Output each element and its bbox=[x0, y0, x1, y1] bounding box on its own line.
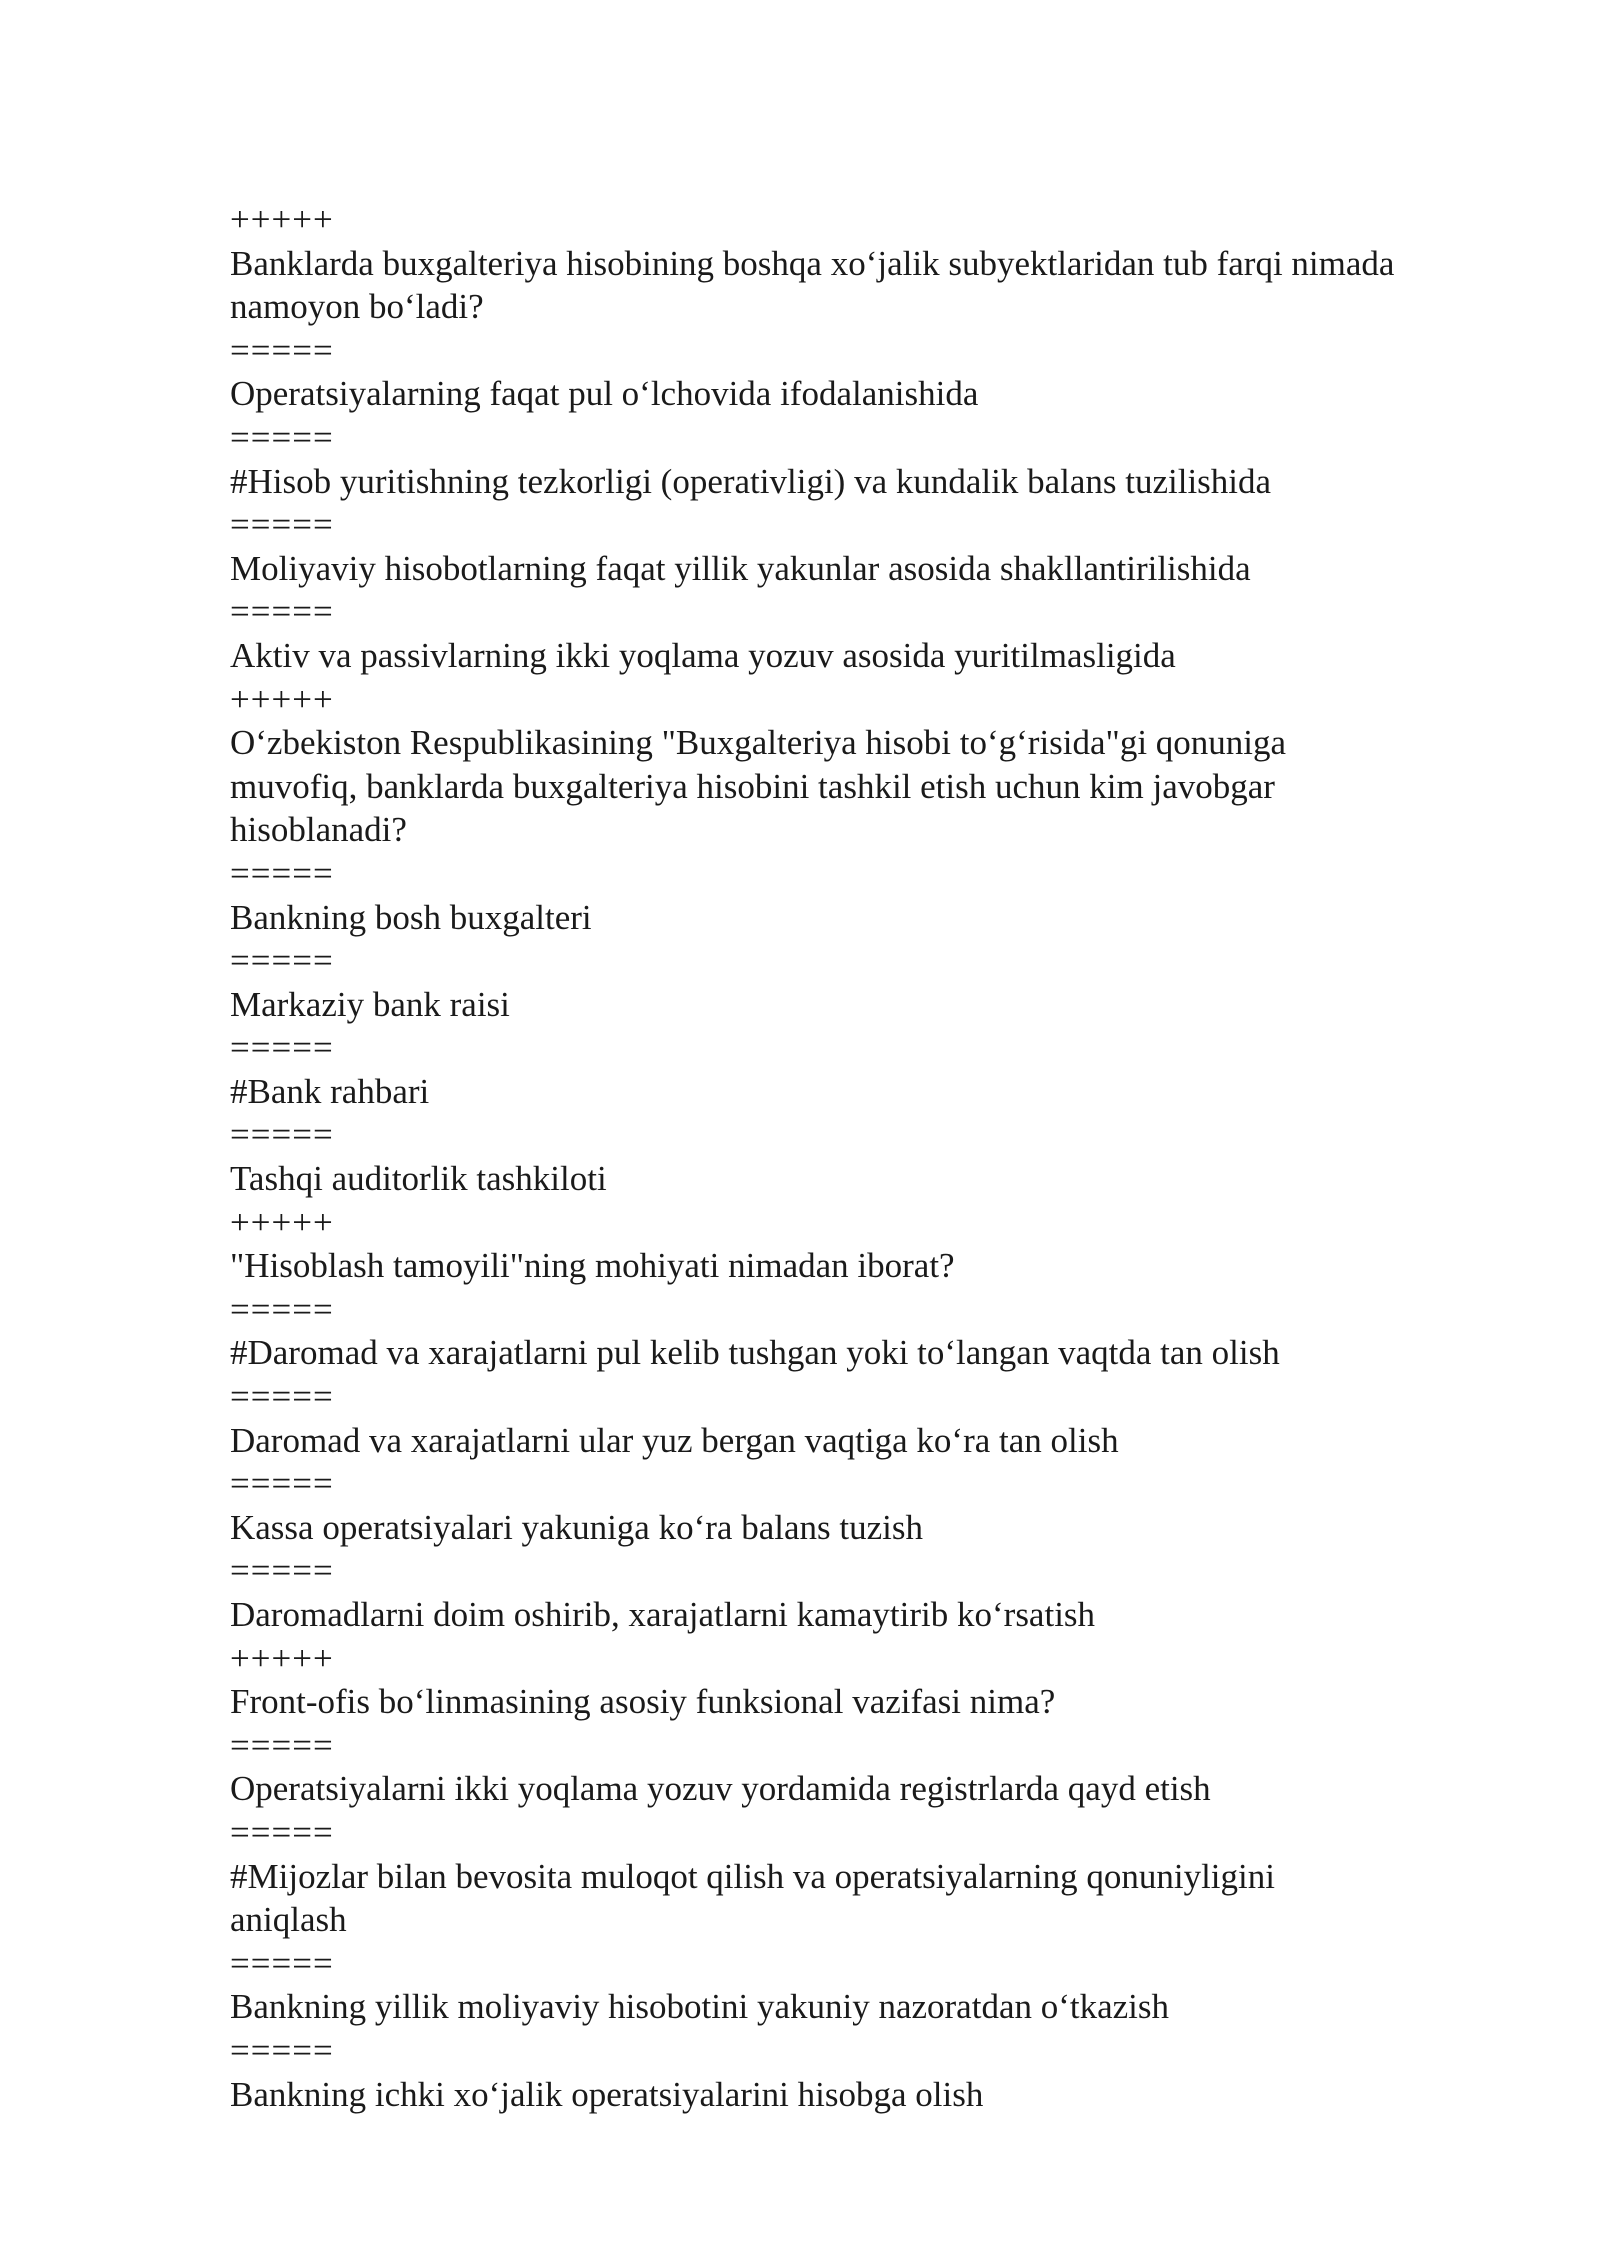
answer-option: Daromadlarni doim oshirib, xarajatlarni kamaytirib ko‘rsatish bbox=[230, 1595, 1096, 1634]
separator-line: +++++ bbox=[230, 1638, 334, 1678]
separator-line: +++++ bbox=[230, 200, 334, 239]
separator-line: ===== bbox=[230, 1289, 334, 1329]
question-text: Front-ofis bo‘linmasining asosiy funksional vazifasi nima? bbox=[230, 1682, 1056, 1722]
separator-line: ===== bbox=[230, 330, 334, 370]
answer-option: aniqlash bbox=[230, 1900, 347, 1940]
separator-line: ===== bbox=[230, 592, 334, 632]
answer-option: Markaziy bank raisi bbox=[230, 984, 510, 1024]
question-text: muvofiq, banklarda buxgalteriya hisobini tashkil etish uchun kim javobgar bbox=[230, 766, 1275, 806]
separator-line: ===== bbox=[230, 941, 334, 981]
separator-line: ===== bbox=[230, 1551, 334, 1591]
separator-line: ===== bbox=[230, 2030, 334, 2070]
answer-option: Tashqi auditorlik tashkiloti bbox=[230, 1159, 607, 1199]
separator-line: ===== bbox=[230, 1377, 334, 1417]
question-text: hisoblanadi? bbox=[230, 810, 407, 850]
answer-option: Moliyaviy hisobotlarning faqat yillik yakunlar asosida shakllantirilishida bbox=[230, 548, 1251, 588]
question-text: O‘zbekiston Respublikasining "Buxgalteriya hisobi to‘g‘risida"gi qonuniga bbox=[230, 723, 1287, 763]
separator-line: ===== bbox=[230, 1943, 334, 1983]
answer-option: Bankning ichki xo‘jalik operatsiyalarini hisobga olish bbox=[230, 2074, 984, 2114]
answer-option: Operatsiyalarni ikki yoqlama yozuv yordamida registrlarda qayd etish bbox=[230, 1769, 1211, 1809]
answer-option: Daromad va xarajatlarni ular yuz bergan vaqtiga ko‘ra tan olish bbox=[230, 1420, 1119, 1460]
answer-option: #Mijozlar bilan bevosita muloqot qilish va operatsiyalarning qonuniyligini bbox=[230, 1856, 1275, 1896]
question-text: Banklarda buxgalteriya hisobining boshqa xo‘jalik subyektlaridan tub farqi nimada bbox=[230, 243, 1395, 283]
question-text: "Hisoblash tamoyili"ning mohiyati nimadan iborat? bbox=[230, 1246, 955, 1286]
answer-option: Aktiv va passivlarning ikki yoqlama yozuv asosida yuritilmasligida bbox=[230, 635, 1176, 675]
question-text: namoyon bo‘ladi? bbox=[230, 287, 484, 327]
separator-line: ===== bbox=[230, 1464, 334, 1504]
separator-line: ===== bbox=[230, 1115, 334, 1155]
separator-line: ===== bbox=[230, 1812, 334, 1852]
separator-line: +++++ bbox=[230, 1202, 334, 1242]
separator-line: ===== bbox=[230, 1725, 334, 1765]
separator-line: +++++ bbox=[230, 679, 334, 719]
answer-option: Bankning bosh buxgalteri bbox=[230, 897, 592, 937]
answer-option: #Hisob yuritishning tezkorligi (operativligi) va kundalik balans tuzilishida bbox=[230, 461, 1272, 501]
separator-line: ===== bbox=[230, 505, 334, 545]
answer-option: Operatsiyalarning faqat pul o‘lchovida ifodalanishida bbox=[230, 374, 979, 414]
separator-line: ===== bbox=[230, 1028, 334, 1068]
separator-line: ===== bbox=[230, 417, 334, 457]
answer-option: Kassa operatsiyalari yakuniga ko‘ra balans tuzish bbox=[230, 1507, 923, 1547]
separator-line: ===== bbox=[230, 853, 334, 893]
document-page bbox=[230, 198, 1530, 2116]
answer-option: Bankning yillik moliyaviy hisobotini yakuniy nazoratdan o‘tkazish bbox=[230, 1987, 1170, 2027]
answer-option: #Bank rahbari bbox=[230, 1071, 430, 1111]
answer-option: #Daromad va xarajatlarni pul kelib tushgan yoki to‘langan vaqtda tan olish bbox=[230, 1333, 1280, 1373]
